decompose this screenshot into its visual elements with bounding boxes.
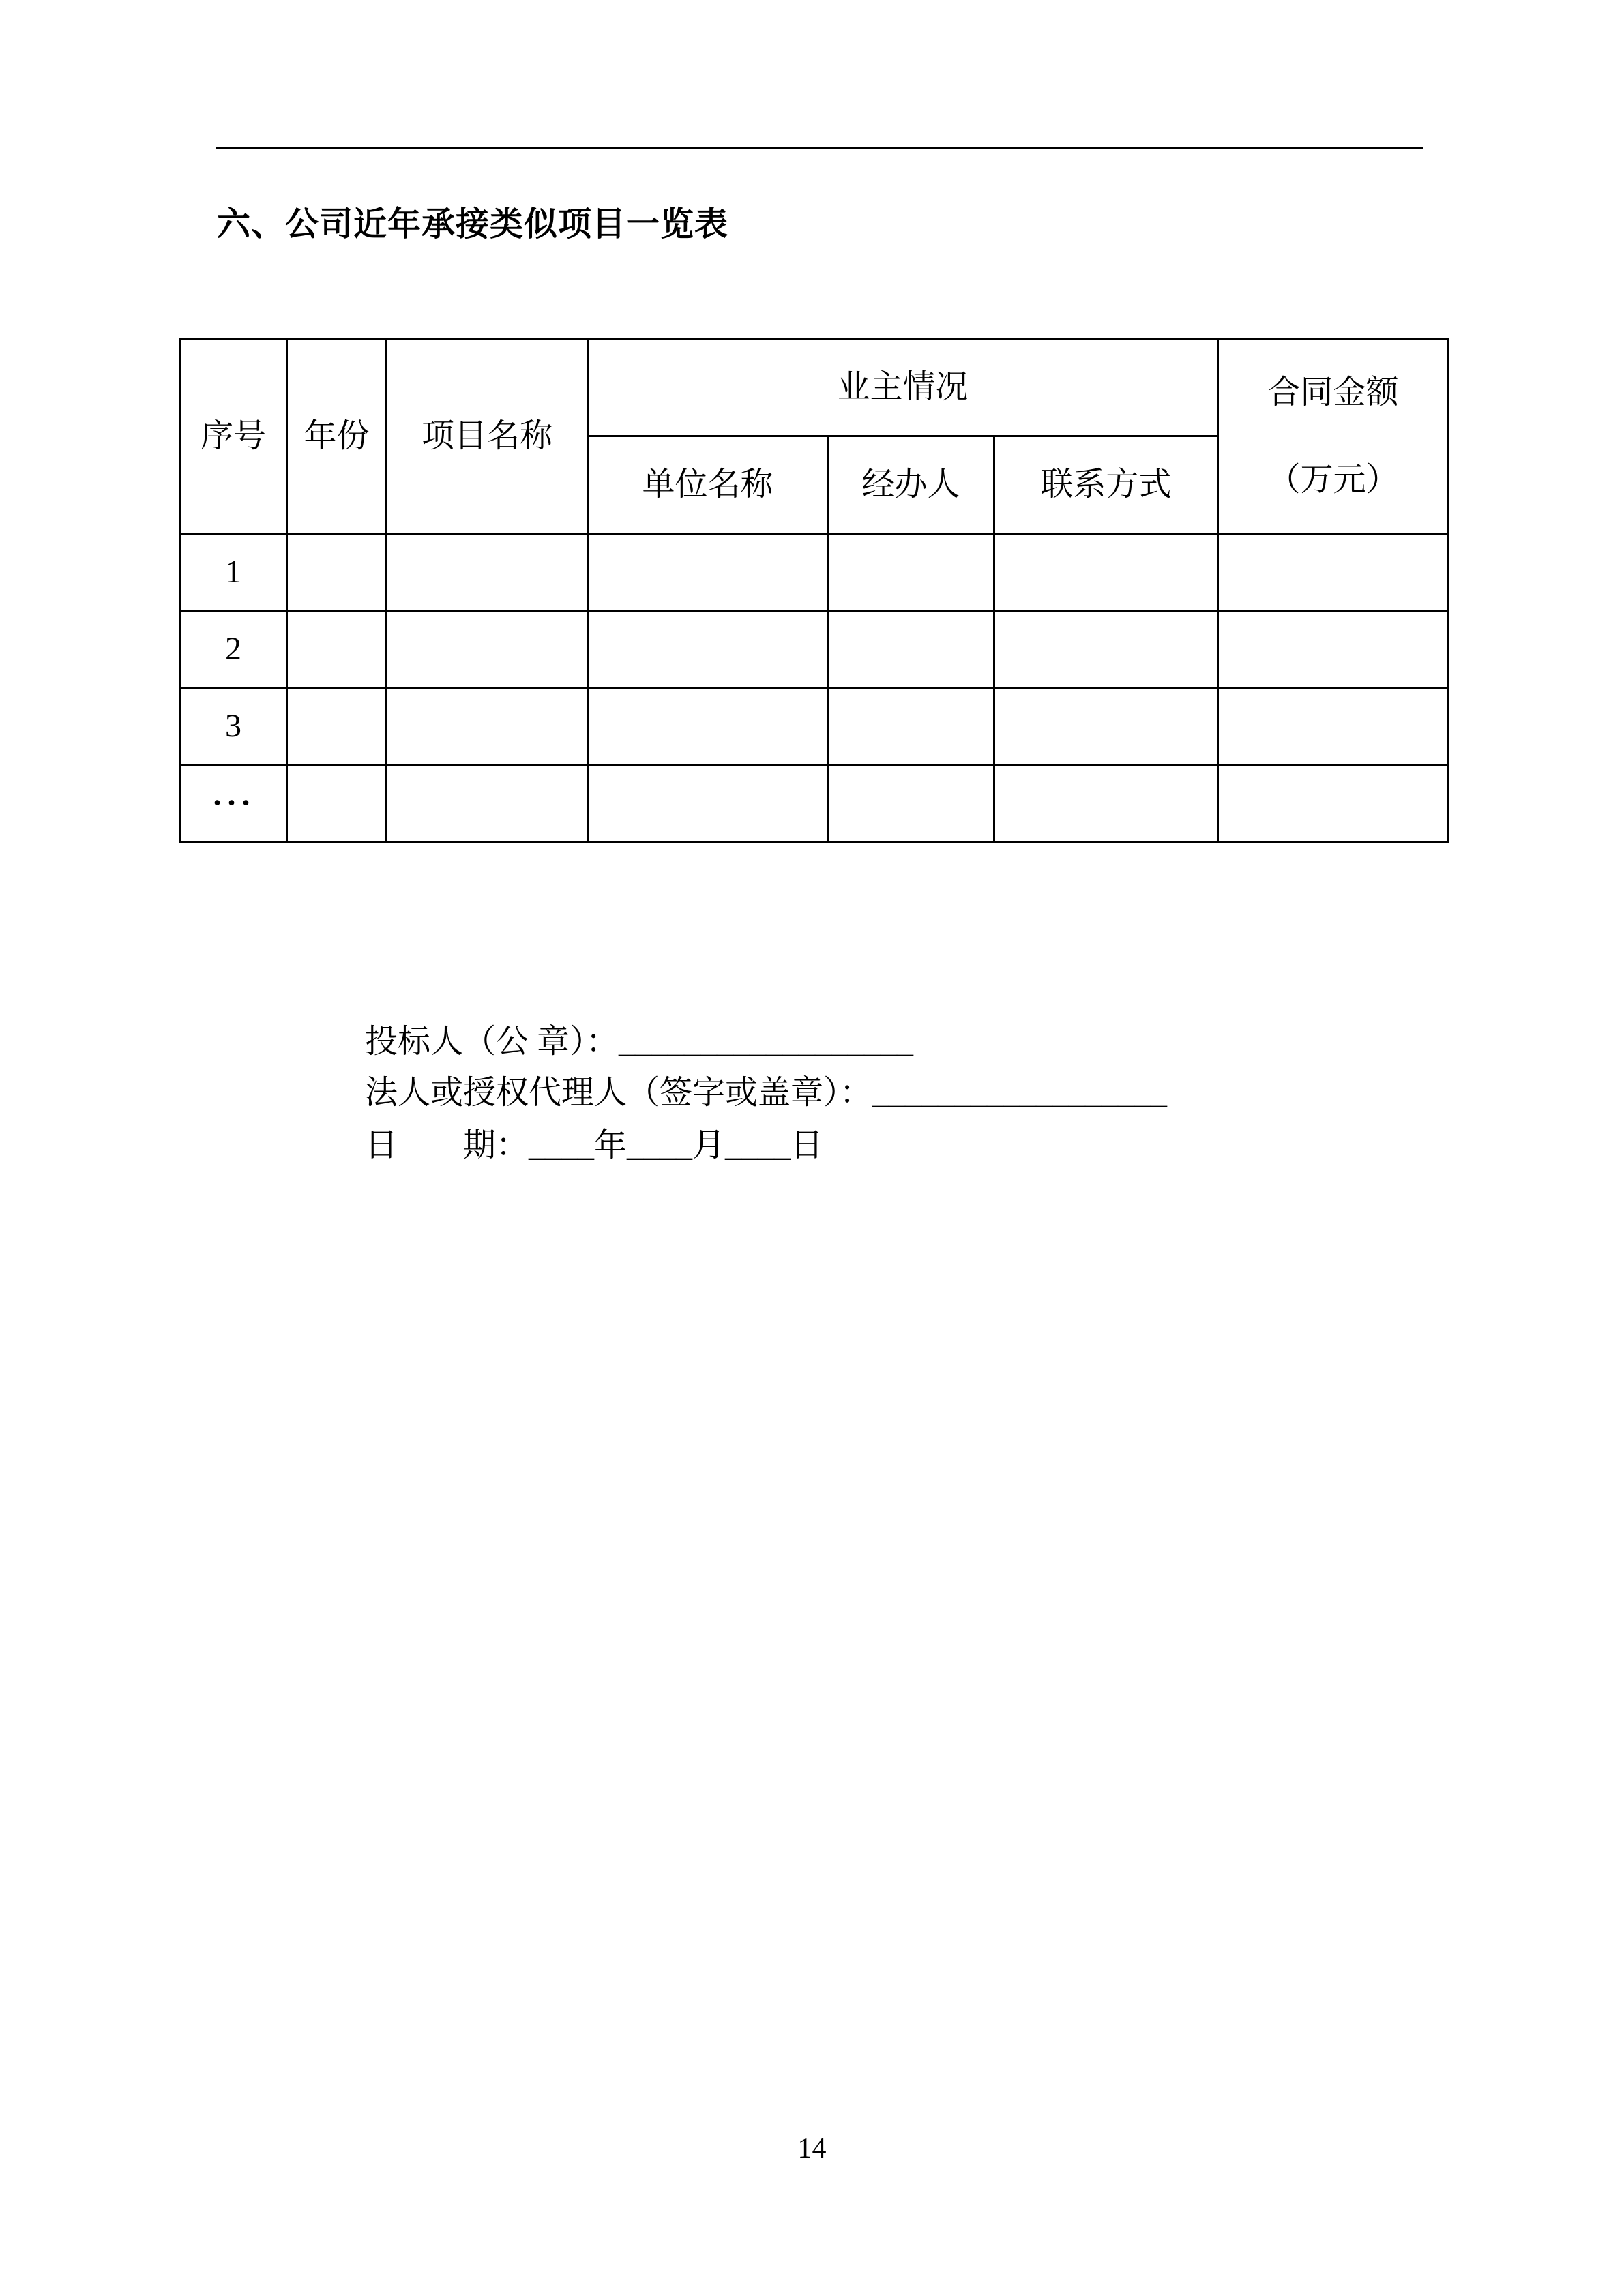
row-project-cell: [387, 534, 588, 611]
row-year-cell: [287, 688, 387, 765]
bidder-seal-blank: __________________: [619, 1024, 914, 1060]
row-owner-contact-cell: [994, 765, 1218, 842]
table-row-1: [180, 534, 1449, 611]
signature-line-date: 日 期：____年____月____日: [365, 1127, 824, 1163]
row-owner-agent-cell: [828, 765, 994, 842]
row-amount-cell: [1218, 688, 1449, 765]
similar-projects-table: [179, 338, 1449, 843]
row-year-cell: [287, 534, 387, 611]
col-header-project: 项目名称: [387, 339, 588, 534]
row-owner-contact-cell: [994, 611, 1218, 688]
row-year-cell: [287, 611, 387, 688]
page-header-rule: [216, 147, 1423, 149]
row-owner-unit-cell: [588, 611, 828, 688]
row-owner-unit-cell: [588, 765, 828, 842]
row-project-cell: [387, 765, 588, 842]
row-amount-cell: [1218, 534, 1449, 611]
legal-agent-label: 法人或授权代理人（签字或盖章）：: [365, 1075, 873, 1111]
signature-line-bidder: [365, 1023, 913, 1061]
row-seq-cell: 2: [180, 611, 287, 688]
row-seq-cell: 3: [180, 688, 287, 765]
table-row-ellipsis: [180, 765, 1449, 842]
col-header-seq: 序号: [180, 339, 287, 534]
table-header-row-top: [180, 339, 1449, 436]
col-header-amount-line1: 合同金额: [1267, 374, 1399, 411]
row-owner-agent-cell: [828, 611, 994, 688]
col-header-owner-group: 业主情况: [588, 339, 1218, 436]
row-project-cell: [387, 688, 588, 765]
col-header-amount-line2: （万元）: [1267, 461, 1399, 498]
row-amount-cell: [1218, 611, 1449, 688]
col-header-owner-unit: 单位名称: [588, 436, 828, 534]
row-owner-agent-cell: [828, 688, 994, 765]
row-project-cell: [387, 611, 588, 688]
col-header-amount: [1218, 339, 1449, 534]
row-owner-agent-cell: [828, 534, 994, 611]
row-year-cell: [287, 765, 387, 842]
table-row-3: [180, 688, 1449, 765]
col-header-year: 年份: [287, 339, 387, 534]
col-header-owner-contact: 联系方式: [994, 436, 1218, 534]
section-heading: 六、公司近年承接类似项目一览表: [217, 205, 729, 243]
legal-agent-blank: __________________: [872, 1075, 1168, 1111]
row-owner-unit-cell: [588, 534, 828, 611]
row-seq-cell: 1: [180, 534, 287, 611]
col-header-owner-agent: 经办人: [828, 436, 994, 534]
row-seq-cell-ellipsis: ···: [180, 765, 287, 842]
row-amount-cell: [1218, 765, 1449, 842]
signature-line-legal-agent: [365, 1074, 1167, 1112]
row-owner-contact-cell: [994, 688, 1218, 765]
table-row-2: [180, 611, 1449, 688]
row-owner-unit-cell: [588, 688, 828, 765]
bidder-seal-label: 投标人（公 章）：: [365, 1024, 619, 1060]
row-owner-contact-cell: [994, 534, 1218, 611]
page-number: 14: [797, 2133, 827, 2164]
